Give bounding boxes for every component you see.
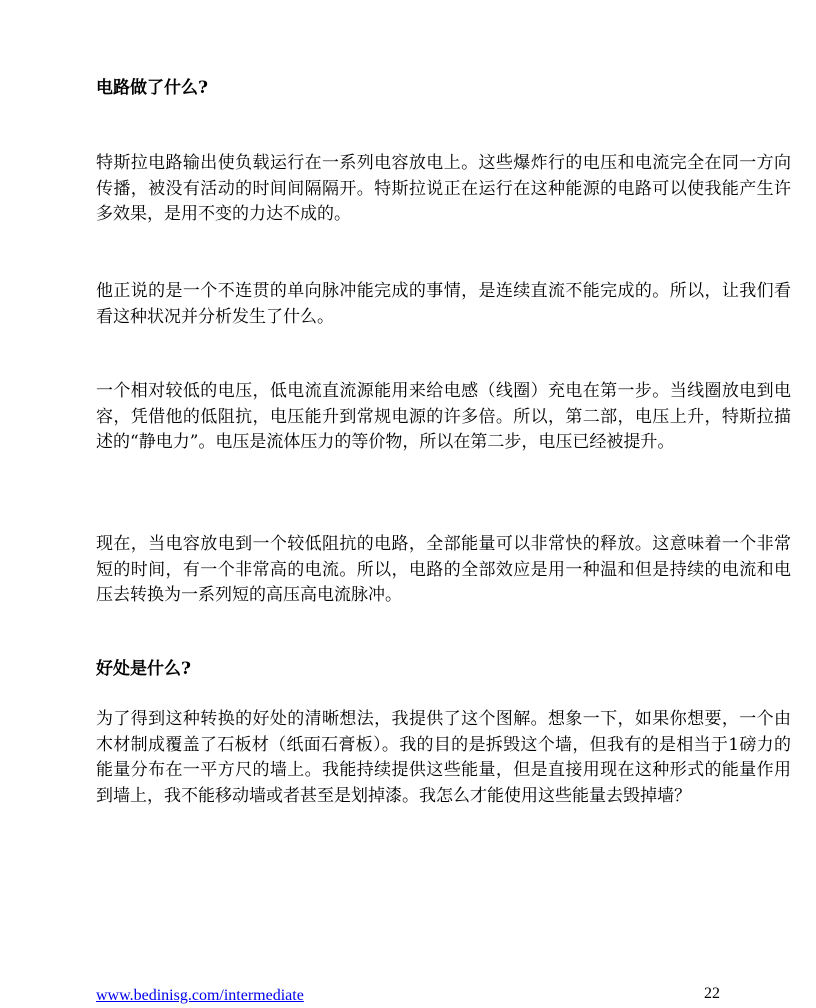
paragraph: 他正说的是一个不连贯的单向脉冲能完成的事情，是连续直流不能完成的。所以，让我们看看这种状况并分析发生了什么。 [96,281,791,327]
paragraph: 一个相对较低的电压，低电流直流源能用来给电感（线圈）充电在第一步。当线圈放电到电容，凭借他的低阻抗，电压能升到常规电源的许多倍。所以，第二部，电压上升，特斯拉描述的“静电力”。电压是流体压力的等价物，所以在第二步，电压已经被提升。 [96,381,791,452]
section-heading-benefits: 好处是什么? [96,659,191,679]
paragraph: 为了得到这种转换的好处的清晰想法，我提供了这个图解。想象一下，如果你想要，一个由木材制成覆盖了石板材（纸面石膏板）。我的目的是拆毁这个墙，但我有的是相当于1磅力的能量分布在一平方尺的墙上。我能持续提供这些能量，但是直接用现在这种形式的能量作用到墙上，我不能移动墙或者甚至是划掉漆。我怎么才能使用这些能量去毁掉墙？ [96,709,791,806]
paragraph: 特斯拉电路输出使负载运行在一系列电容放电上。这些爆炸行的电压和电流完全在同一方向传播，被没有活动的时间间隔隔开。特斯拉说正在运行在这种能源的电路可以使我能产生许多效果，是用不变的力达不成的。 [96,153,791,224]
section-heading-what-circuit-does: 电路做了什么? [96,78,208,98]
page-number: 22 [704,985,720,1002]
paragraph: 现在，当电容放电到一个较低阻抗的电路，全部能量可以非常快的释放。这意味着一个非常短的时间，有一个非常高的电流。所以，电路的全部效应是用一种温和但是持续的电流和电压去转换为一系列短的高压高电流脉冲。 [96,534,791,605]
footer-website-link[interactable]: www.bedinisg.com/intermediate [96,987,304,1004]
